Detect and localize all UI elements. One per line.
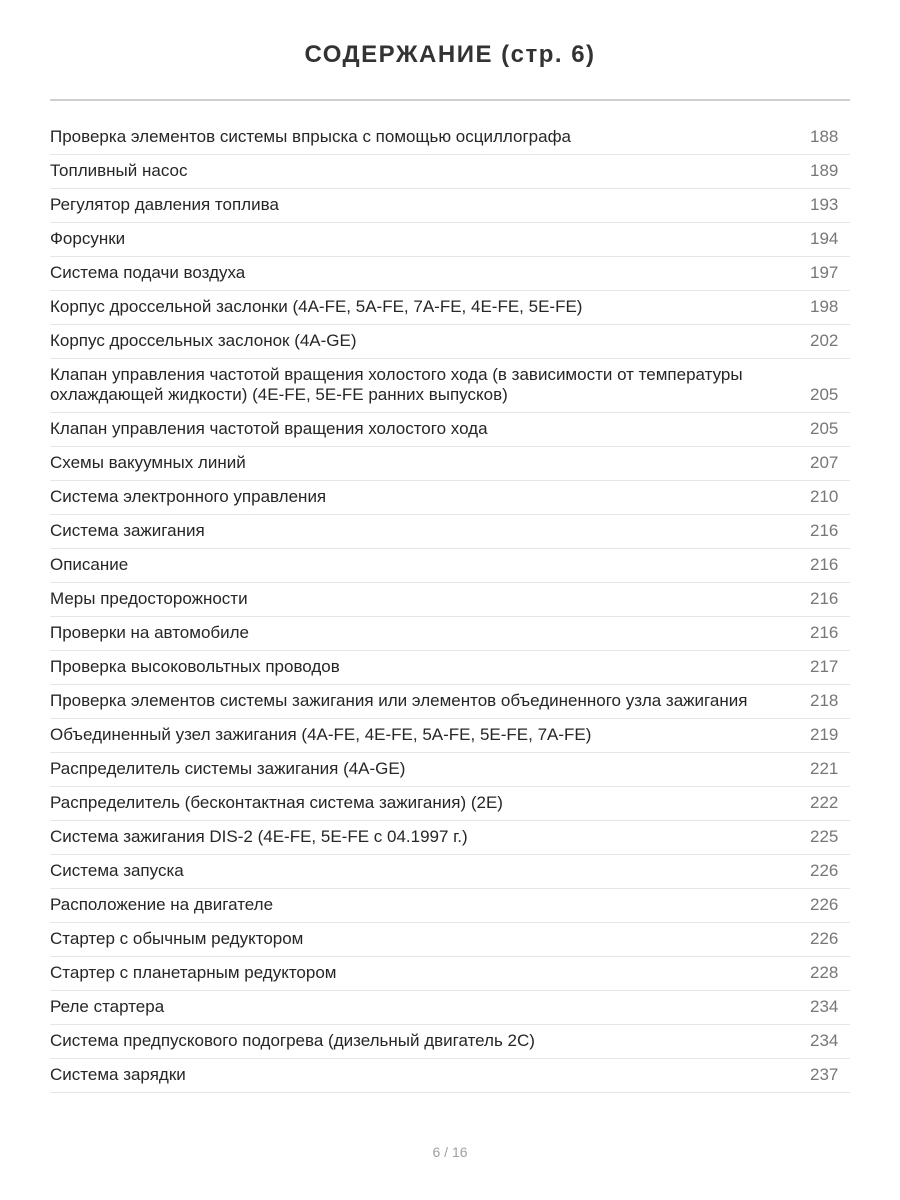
- toc-entry: [50, 549, 850, 583]
- page-indicator: 6 / 16: [432, 1144, 468, 1160]
- toc-entry-title: Расположение на двигателе: [50, 895, 274, 914]
- toc-entry: [50, 189, 850, 223]
- toc-entry-page-number: 237: [810, 1065, 839, 1084]
- toc-entry-title: Система запуска: [50, 861, 184, 880]
- toc-entry: [50, 155, 850, 189]
- toc-entry-title: Форсунки: [50, 229, 126, 248]
- toc-entry: [50, 991, 850, 1025]
- toc-entry-page-number: 205: [810, 419, 839, 438]
- toc-entry: [50, 957, 850, 991]
- toc-entry: [50, 787, 850, 821]
- toc-entry-page-number: 217: [810, 657, 839, 676]
- toc-entry-title: Проверка высоковольтных проводов: [50, 657, 340, 676]
- toc-entry-page-number: 193: [810, 195, 839, 214]
- toc-entry-title: Стартер с обычным редуктором: [50, 929, 304, 948]
- toc-entry-title: Клапан управления частотой вращения холостого хода (в зависимости от температуры охлаждающей жидкости) (4E-FE, 5E-FE ранних выпусков): [50, 365, 743, 404]
- toc-entry-title: Система подачи воздуха: [50, 263, 246, 282]
- toc-entry-title: Проверка элементов системы зажигания или элементов объединенного узла зажигания: [50, 691, 748, 710]
- toc-entry: [50, 447, 850, 481]
- toc-entry: [50, 685, 850, 719]
- toc-entry: [50, 481, 850, 515]
- toc-entry-page-number: 219: [810, 725, 839, 744]
- toc-entry-title: Схемы вакуумных линий: [50, 453, 246, 472]
- toc-entry-title: Проверка элементов системы впрыска с помощью осциллографа: [50, 127, 572, 146]
- toc-entry-page-number: 226: [810, 861, 839, 880]
- toc-entry-page-number: 218: [810, 691, 839, 710]
- toc-entry: [50, 121, 850, 155]
- toc-entry: [50, 515, 850, 549]
- toc-entry: [50, 855, 850, 889]
- toc-entry: [50, 583, 850, 617]
- toc-entry-title: Корпус дроссельной заслонки (4A-FE, 5A-FE, 7A-FE, 4E-FE, 5E-FE): [50, 297, 583, 316]
- toc-entry: [50, 617, 850, 651]
- toc-entry-page-number: 188: [810, 127, 839, 146]
- toc-entry-page-number: 234: [810, 1031, 839, 1050]
- toc-entry: [50, 753, 850, 787]
- toc-entry-page-number: 221: [810, 759, 839, 778]
- toc-entry-page-number: 216: [810, 623, 839, 642]
- toc-entry-page-number: 210: [810, 487, 839, 506]
- toc-entry-page-number: 226: [810, 929, 839, 948]
- toc-entry-title: Система предпускового подогрева (дизельный двигатель 2C): [50, 1031, 535, 1050]
- toc-entry: [50, 291, 850, 325]
- toc-entry-title: Распределитель (бесконтактная система зажигания) (2E): [50, 793, 503, 812]
- toc-entry-title: Распределитель системы зажигания (4A-GE): [50, 759, 406, 778]
- toc-entry-title: Система зажигания DIS-2 (4E-FE, 5E-FE с 04.1997 г.): [50, 827, 468, 846]
- toc-entry-page-number: 222: [810, 793, 839, 812]
- toc-entry-page-number: 216: [810, 521, 839, 540]
- toc-entry-title: Стартер с планетарным редуктором: [50, 963, 337, 982]
- toc-entry-title: Меры предосторожности: [50, 589, 248, 608]
- toc-entry: [50, 359, 850, 413]
- title-divider: [50, 99, 850, 101]
- toc-entry: [50, 651, 850, 685]
- toc-entry-title: Объединенный узел зажигания (4A-FE, 4E-FE, 5A-FE, 5E-FE, 7A-FE): [50, 725, 592, 744]
- toc-entry-page-number: 228: [810, 963, 839, 982]
- toc-entry-title: Система электронного управления: [50, 487, 327, 506]
- toc-entry-page-number: 197: [810, 263, 839, 282]
- toc-entry-page-number: 216: [810, 589, 839, 608]
- toc-entry: [50, 413, 850, 447]
- toc-entry-page-number: 205: [810, 385, 839, 404]
- toc-entry-page-number: 189: [810, 161, 839, 180]
- toc-entry-title: Регулятор давления топлива: [50, 195, 279, 214]
- toc-entry: [50, 223, 850, 257]
- toc-entry: [50, 719, 850, 753]
- toc-entry-title: Проверки на автомобиле: [50, 623, 250, 642]
- toc-entry-page-number: 234: [810, 997, 839, 1016]
- toc-entry-title: Клапан управления частотой вращения холостого хода: [50, 419, 488, 438]
- toc-entry-title: Топливный насос: [50, 161, 188, 180]
- toc-entry-title: Корпус дроссельных заслонок (4A-GE): [50, 331, 357, 350]
- toc-entry-page-number: 226: [810, 895, 839, 914]
- toc-entry: [50, 257, 850, 291]
- toc-entry-title: Система зарядки: [50, 1065, 186, 1084]
- toc-list: [50, 121, 850, 1093]
- toc-entry-title: Реле стартера: [50, 997, 165, 1016]
- document-page: [50, 0, 850, 1093]
- toc-entry: [50, 923, 850, 957]
- toc-entry: [50, 1025, 850, 1059]
- toc-entry-page-number: 207: [810, 453, 839, 472]
- toc-entry: [50, 1059, 850, 1093]
- toc-entry-title: Система зажигания: [50, 521, 205, 540]
- toc-entry: [50, 325, 850, 359]
- toc-entry-page-number: 216: [810, 555, 839, 574]
- page-title: СОДЕРЖАНИЕ (стр. 6): [304, 41, 596, 68]
- toc-entry-page-number: 225: [810, 827, 839, 846]
- toc-entry-page-number: 194: [810, 229, 839, 248]
- toc-entry-title: Описание: [50, 555, 129, 574]
- toc-entry-page-number: 202: [810, 331, 839, 350]
- toc-entry-page-number: 198: [810, 297, 839, 316]
- toc-entry: [50, 889, 850, 923]
- toc-entry: [50, 821, 850, 855]
